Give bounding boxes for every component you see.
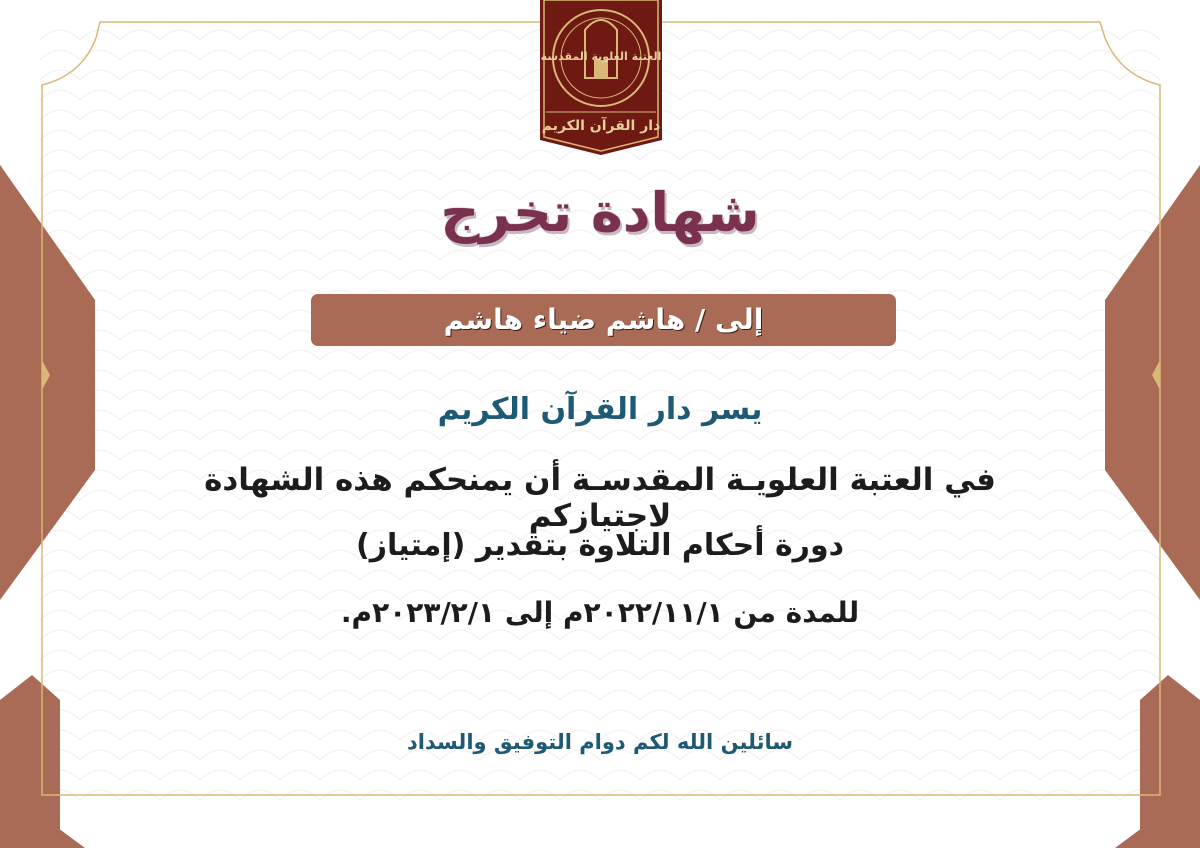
closing-line: سائلين الله لكم دوام التوفيق والسداد [406,730,794,754]
emblem-top-text: العتبة العلوية المقدسة [540,50,662,63]
body-line-3: دورة أحكام التلاوة بتقدير (إمتياز) [356,528,844,563]
body-line-1: يسر دار القرآن الكريم [437,392,763,427]
recipient-name: إلى / هاشم ضياء هاشم [443,303,764,336]
emblem-seal [538,0,664,156]
emblem-bottom-text: دار القرآن الكريم [541,118,661,134]
body-line-4: للمدة من ٢٠٢٢/١١/١م إلى ٢٠٢٣/٢/١م. [340,596,860,629]
certificate-title: شهادة تخرج [440,181,760,244]
body-line-2: في العتبة العلويـة المقدسـة أن يمنحكم هذه الشهادة لاجتيازكم [204,462,996,534]
recipient-banner [311,294,896,346]
